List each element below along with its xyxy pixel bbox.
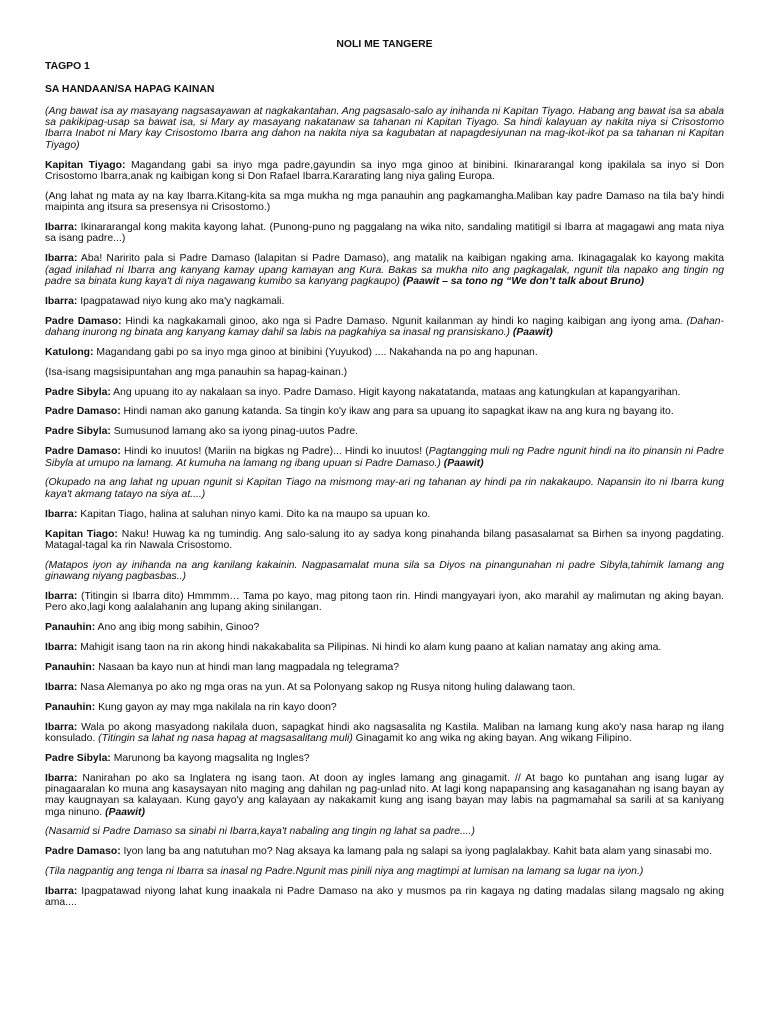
text-run: Magandang gabi sa inyo mga padre,gayundin sa inyo mga ginoo at binibini. Ikinararangal kong ipakilala sa inyo si Don Crisostomo Ibarra,anak ng kaibigan kong si Don Rafael Ibarra.Kararating lang niya galing Europa. <box>45 159 724 182</box>
speaker-name: Ibarra: <box>45 641 78 653</box>
speaker-name: Ibarra: <box>45 681 78 693</box>
script-paragraph <box>45 296 724 307</box>
script-paragraph <box>45 347 724 358</box>
script-paragraph <box>45 106 724 151</box>
script-paragraph <box>45 367 724 378</box>
speaker-name: Ibarra: <box>45 222 78 234</box>
stage-direction: (Tila nagpantig ang tenga ni Ibarra sa inasal ng Padre.Ngunit mas pinili niya ang magtimpi at lumisan na lamang sa lugar na iyon.) <box>45 866 644 878</box>
text-run: (Isa-isang magsisipuntahan ang mga panauhin sa hapag-kainan.) <box>45 366 348 378</box>
text-run: Ano ang ibig mong sabihin, Ginoo? <box>95 622 260 634</box>
stage-direction: (Okupado na ang lahat ng upuan ngunit si Kapitan Tiago na mismong may-ari ng tahanan ay hindi pa rin nakakaupo. Napansin ito ni Ibarra kung kaya't akmang tatayo na siya at....) <box>45 477 724 500</box>
text-run: Naku! Huwag ka ng tumindig. Ang salo-salung ito ay sadya kong pinahanda bilang pasasalamat sa Birhen sa inyong pagdating. Matagal-tagal ka rin Nawala Crisostomo. <box>45 528 724 551</box>
script-paragraph <box>45 387 724 398</box>
script-paragraph <box>45 753 724 764</box>
speaker-name: Padre Damaso: <box>45 315 122 327</box>
script-paragraph <box>45 406 724 417</box>
script-body <box>45 106 724 909</box>
speaker-name: Padre Sibyla: <box>45 752 111 764</box>
script-paragraph <box>45 622 724 633</box>
speaker-name: Ibarra: <box>45 590 78 602</box>
script-paragraph <box>45 886 724 909</box>
script-paragraph <box>45 826 724 837</box>
speaker-name: Ibarra: <box>45 886 78 898</box>
speaker-name: Katulong: <box>45 346 94 358</box>
speaker-name: Kapitan Tiyago: <box>45 159 126 171</box>
script-paragraph <box>45 722 724 745</box>
script-paragraph <box>45 509 724 520</box>
text-run: Kung gayon ay may mga nakilala na rin kayo doon? <box>95 701 337 713</box>
stage-direction: (agad inilahad ni Ibarra ang kanyang kamay upang kamayan ang Kura. Bakas sa mukha nito ang pagkagalak, ngunit tila napako ang tingin ng padre sa binata kung kaya't di niya nagawang kumibo sa kanyang pagkaupo) <box>45 264 724 287</box>
script-paragraph <box>45 426 724 437</box>
stage-direction: (Titingin sa lahat ng nasa hapag at magsasalitang muli) <box>98 732 353 744</box>
text-run: Hindi naman ako ganung katanda. Sa tingin ko'y ikaw ang para sa upuang ito sapagkat ikaw na ang kura ng bayang ito. <box>120 406 674 418</box>
stage-direction: (Matapos iyon ay inihanda na ang kanilang kakainin. Nagpasamalat muna sila sa Diyos na pinangunahan ni padre Sibyla,tahimik lamang ang ginawang niyang pagbasbas..) <box>45 559 724 582</box>
text-run: Magandang gabi po sa inyo mga ginoo at binibini (Yuyukod) .... Nakahanda na po ang hapunan. <box>93 346 538 358</box>
text-run: Ang upuang ito ay nakalaan sa inyo. Padre Damaso. Higit kayong nakatatanda, mataas ang katungkulan at kapangyarihan. <box>110 386 681 398</box>
script-paragraph <box>45 642 724 653</box>
speaker-name: Ibarra: <box>45 508 78 520</box>
text-run: Marunong ba kayong magsalita ng Ingles? <box>110 752 310 764</box>
section-heading: SA HANDAAN/SA HAPAG KAINAN <box>45 83 215 95</box>
script-paragraph <box>45 662 724 673</box>
speaker-name: Panauhin: <box>45 622 96 634</box>
text-run: Wala po akong masyadong nakilala duon, sapagkat hindi ako nagsasalita ng Kastila. Maliban na lamang kung ako'y nasa harap ng ilang konsulado. <box>45 721 724 744</box>
script-paragraph <box>45 866 724 877</box>
script-paragraph <box>45 160 724 183</box>
speaker-name: Padre Sibyla: <box>45 386 111 398</box>
text-run: (Ang lahat ng mata ay na kay Ibarra.Kitang-kita sa mga mukha ng mga panauhin ang pagkamangha.Maliban kay padre Damaso na tila ba'y hindi maipinta ang itsura sa presensya ni Crisostomo.) <box>45 190 724 214</box>
speaker-name: Padre Sibyla: <box>45 426 111 438</box>
scene-heading: TAGPO 1 <box>45 61 90 73</box>
text-run: Hindi ka nagkakamali ginoo, ako nga si Padre Damaso. Ngunit kailanman ay hindi ko naging kaibigan ang iyong ama. <box>121 315 687 327</box>
song-cue: (Paawit) <box>443 457 484 469</box>
speaker-name: Ibarra: <box>45 253 78 265</box>
speaker-name: Padre Damaso: <box>45 406 121 418</box>
stage-direction: Pagtangging muli ng Padre ngunit hindi na ito pinansin ni Padre Sibyla at umupo na lamang. At kumuha na lamang ng ibang upuan si Padre Damaso.) <box>45 446 724 469</box>
text-run: Ipagpatawad niyo kung ako ma'y nagkamali. <box>77 295 285 307</box>
text-run: Nasaan ba kayo nun at hindi man lang magpadala ng telegrama? <box>95 661 400 673</box>
stage-direction: (Dahan-dahang inurong ng binata ang kanyang kamay dahil sa labis na pagkahiya sa inasal ng pransiskano.) <box>45 315 724 338</box>
speaker-name: Panauhin: <box>45 701 96 713</box>
text-run: Mahigit isang taon na rin akong hindi nakakabalita sa Pilipinas. Ni hindi ko alam kung paano at kalian namatay ang aking ama. <box>77 641 662 653</box>
speaker-name: Panauhin: <box>45 661 96 673</box>
text-run: (Titingin si Ibarra dito) Hmmmm… Tama po kayo, mag pitong taon rin. Hindi mangyayari iyon, ako marahil ay malimutan ng aking bayan. Pero ako,lagi kong aalalahanin ang lupang aking sinilangan. <box>45 590 724 614</box>
speaker-name: Ibarra: <box>45 772 78 784</box>
text-run: Sumusunod lamang ako sa iyong pinag-uutos Padre. <box>110 426 359 438</box>
speaker-name: Padre Damaso: <box>45 446 121 458</box>
script-paragraph <box>45 316 724 339</box>
script-paragraph <box>45 682 724 693</box>
text-run: Ikinararangal kong makita kayong lahat. (Punong-puno ng paggalang na wika nito, sandaling matitigil si Ibarra at magagawi ang mata niya sa isang padre...) <box>45 222 724 245</box>
script-paragraph <box>45 560 724 583</box>
script-paragraph <box>45 702 724 713</box>
script-paragraph <box>45 846 724 857</box>
stage-direction: (Ang bawat isa ay masayang nagsasayawan at nagkakantahan. Ang pagsasalo-salo ay inihanda ni Kapitan Tiyago. Habang ang bawat isa sa abala sa pakikipag-usap sa bawat isa, si Mary ay masayang nakatanaw sa tahanan ni Kapitan Tiyago. Sa hindi kalayuan ay nakita niya si Crisostomo Ibarra Inabot ni Mary kay Crisostomo Ibarra ang dahon na nakita niya sa kagubatan at napagdesiyunan na mag-ikot-ikot pa sa tahanan ni Kapitan Tiyago) <box>45 105 724 151</box>
speaker-name: Ibarra: <box>45 721 78 733</box>
text-run: Hindi ko inuutos! (Mariin na bigkas ng Padre)... Hindi ko inuutos! ( <box>120 446 429 458</box>
speaker-name: Kapitan Tiago: <box>45 528 118 540</box>
text-run: Kapitan Tiago, halina at saluhan ninyo kami. Dito ka na maupo sa upuan ko. <box>77 508 431 520</box>
script-paragraph <box>45 477 724 500</box>
script-paragraph <box>45 773 724 818</box>
song-cue: (Paawit) <box>105 806 145 818</box>
script-paragraph <box>45 446 724 469</box>
text-run: Ipagpatawad niyong lahat kung inaakala ni Padre Damaso na ako y musmos pa rin kagaya ng dating madalas silang magsalo ng aking ama.... <box>45 886 724 909</box>
text-run: Aba! Naririto pala si Padre Damaso (lalapitan si Padre Damaso), ang matalik na kaibigan ngaking ama. Ikinagagalak ko kayong makita <box>77 253 724 265</box>
text-run: Iyon lang ba ang natutuhan mo? Nag aksaya ka lamang pala ng salapi sa iyong paglalakbay. Kahit bata alam yang sinasabi mo. <box>120 846 712 858</box>
text-run: Ginagamit ko ang wika ng aking bayan. Ang wikang Filipino. <box>352 732 632 744</box>
script-paragraph <box>45 222 724 245</box>
script-paragraph <box>45 591 724 614</box>
speaker-name: Ibarra: <box>45 295 78 307</box>
stage-direction: (Nasamid si Padre Damaso sa sinabi ni Ibarra,kaya't nabaling ang tingin ng lahat sa padre....) <box>45 826 475 838</box>
text-run: Nasa Alemanya po ako ng mga oras na yun. At sa Polonyang sakop ng Rusya nitong huling dalawang taon. <box>77 681 576 693</box>
song-cue: (Paawit) <box>512 326 553 338</box>
song-cue: (Paawit – sa tono ng “We don’t talk about Bruno) <box>402 275 645 287</box>
script-paragraph <box>45 529 724 552</box>
script-paragraph <box>45 253 724 287</box>
speaker-name: Padre Damaso: <box>45 846 121 858</box>
text-run: Nanirahan po ako sa Inglatera ng isang taon. At doon ay ingles lamang ang ginagamit. // At bago ko puntahan ang isang lugar ay pinagaaralan ko muna ang kasaysayan nito maging ang dahilan ng pag-unlad nito. At lagi kong napapansing ang kasaganahan ng isang bayan ay may kaugnayan sa kalayaan. Kung gayo'y ang kalayaan ay nakakamit kung ang isang bayan may labis na pagmamahal sa sarili at sa kaniyang mga ninuno. <box>45 772 724 818</box>
script-paragraph <box>45 191 724 214</box>
document-title: NOLI ME TANGERE <box>336 39 433 50</box>
